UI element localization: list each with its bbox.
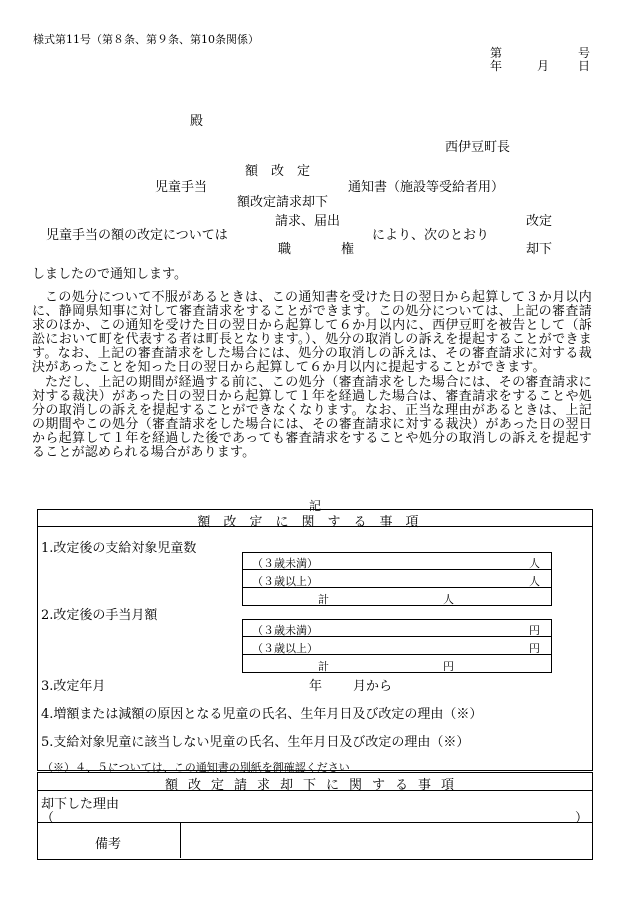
revision-date-month: 月から xyxy=(353,679,393,694)
children-under3-unit: 人 xyxy=(529,557,540,570)
date-year-label: 年 xyxy=(490,59,503,73)
rejection-reason-label: 却下した理由 xyxy=(41,797,120,812)
issuer-name: 西伊豆町長 xyxy=(445,140,511,155)
item-monthly-amount-label: 2.改定後の手当月額 xyxy=(41,608,158,623)
children-under3-label: （３歳未満） xyxy=(252,557,318,570)
item-children-count-label: 1.改定後の支給対象児童数 xyxy=(41,541,197,556)
intro-reason-authority-1: 職 xyxy=(278,242,292,257)
date-month-label: 月 xyxy=(537,59,550,73)
amount-total-label: 計 xyxy=(318,660,329,673)
form-number: 様式第11号（第８条、第９条、第10条関係） xyxy=(33,33,259,46)
title-suffix: 通知書（施設等受給者用） xyxy=(348,180,505,195)
intro-middle: により、次のとおり xyxy=(372,228,490,243)
intro-result-rejected: 却下 xyxy=(526,242,553,257)
amount-over3-label: （３歳以上） xyxy=(252,642,318,655)
remarks-field[interactable] xyxy=(181,823,591,858)
item-increase-decrease-reason: 4.増額または減額の原因となる児童の氏名、生年月日及び改定の理由（※） xyxy=(41,707,483,722)
intro-prefix: 児童手当の額の改定については xyxy=(46,228,228,243)
revision-heading: 額改定に関する事項 xyxy=(197,515,432,530)
appeal-paragraph-2: ただし、上記の期間が経過する前に、この処分（審査請求をした場合には、その審査請求に対する裁決）があった日の翌日から起算して１年を経過した場合は、審査請求をすることや処分の取消しの訴えを提起することができなくなります。なお、正当な理由があるときは、上記の期間やこの処分（審査請求をした場合には、その審査請求に対する裁決）があった日の翌日から起算して１年を経過した後であっても審査請求をすることや処分の取消しの訴えを提起することが認められる場合があります。 xyxy=(32,374,592,461)
revision-date-year: 年 xyxy=(309,679,323,694)
intro-result-revised: 改定 xyxy=(526,214,553,229)
children-total-unit: 人 xyxy=(443,593,454,606)
addressee-honorific: 殿 xyxy=(190,114,204,129)
intro-closing: しましたので通知します。 xyxy=(32,267,187,282)
item-ineligible-children-reason: 5.支給対象児童に該当しない児童の氏名、生年月日及び改定の理由（※） xyxy=(41,735,470,750)
children-over3-label: （３歳以上） xyxy=(252,575,318,588)
children-total-label: 計 xyxy=(318,593,329,606)
remarks-label: 備考 xyxy=(95,837,122,852)
intro-reason-request: 請求、届出 xyxy=(275,214,341,229)
rejection-heading: 額改定請求却下に関する事項 xyxy=(164,778,464,793)
amount-under3-unit: 円 xyxy=(529,624,540,637)
amount-total-unit: 円 xyxy=(443,660,454,673)
doc-number-suffix: 号 xyxy=(578,46,591,60)
attachment-note: （※）４、５については、この通知書の別紙を御確認ください xyxy=(42,761,350,774)
appeal-paragraph-1: この処分について不服があるときは、この通知書を受けた日の翌日から起算して３か月以内に、静岡県知事に対して審査請求をすることができます。この処分については、上記の審査請求のほか、この通知を受けた日の翌日から起算して６か月以内に、西伊豆町を被告として（訴訟において町を代表する者は町長となります。）、処分の取消しの訴えを提起することができます。なお、上記の審査請求をした場合には、処分の取消しの訴えは、その審査請求に対する裁決があったことを知った日の翌日から起算して６か月以内に提起することができます。 xyxy=(32,290,592,376)
date-day-label: 日 xyxy=(578,59,591,73)
doc-number-label: 第 xyxy=(490,46,503,60)
rejection-reason-paren-open: （ xyxy=(41,811,55,826)
rejection-reason-paren-close: ） xyxy=(575,811,589,826)
title-option-revision: 額 改 定 xyxy=(245,164,311,179)
appeal-notice xyxy=(32,291,592,460)
title-option-rejection: 額改定請求却下 xyxy=(237,195,329,210)
amount-over3-unit: 円 xyxy=(529,642,540,655)
item-revision-date-label: 3.改定年月 xyxy=(41,679,106,694)
title-prefix: 児童手当 xyxy=(155,180,208,195)
intro-reason-authority-2: 権 xyxy=(341,242,355,257)
amount-under3-label: （３歳未満） xyxy=(252,624,318,637)
record-label: 記 xyxy=(309,499,322,513)
children-over3-unit: 人 xyxy=(529,575,540,588)
